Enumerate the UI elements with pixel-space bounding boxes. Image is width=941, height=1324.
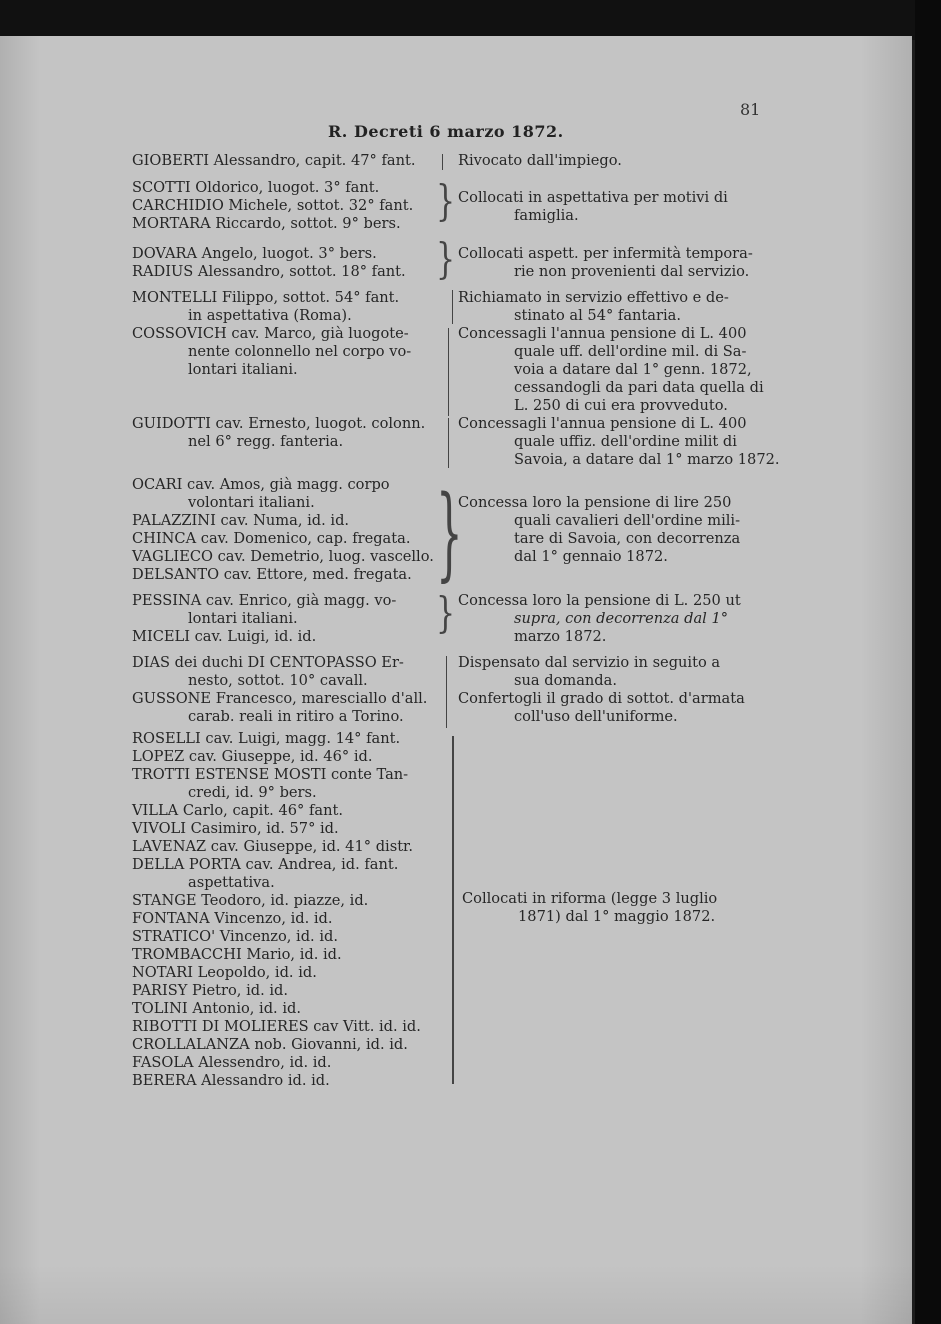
entry-left [132,325,411,379]
entry-left [132,289,399,325]
entry-line: COSSOVICH cav. Marco, già luogote- [132,325,409,342]
entry-line: LOPEZ cav. Giuseppe, id. 46° id. [132,748,373,765]
entry-line: TOLINI Antonio, id. id. [132,1000,301,1017]
entry-line: nel 6° regg. fanteria. [188,433,344,450]
entry-line: Concessa loro la pensione di lire 250 [458,494,732,511]
entry-right [458,654,720,690]
entry-right [458,690,745,726]
separator [442,154,443,170]
scan-border-right [915,0,941,1324]
entry-left [132,476,434,584]
entry-right [458,592,741,646]
entry-line: Richiamato in servizio effettivo e de- [458,289,729,306]
entry-line: Confertogli il grado di sottot. d'armata [458,690,745,707]
entry-line: tare di Savoia, con decorrenza [514,530,741,547]
page-bottom-shade [0,1264,912,1324]
entry-line: lontari italiani. [188,361,298,378]
entry-right [458,325,764,415]
document-page [0,36,912,1324]
entry-line: SCOTTI Oldorico, luogot. 3° fant. [132,179,380,196]
entry-line: rie non provenienti dal servizio. [514,263,750,280]
separator [452,736,454,1084]
entry-line: GIOBERTI Alessandro, capit. 47° fant. [132,152,416,169]
entry-line: OCARI cav. Amos, già magg. corpo [132,476,390,493]
brace-icon: } [436,589,456,638]
entry-line: DOVARA Angelo, luogot. 3° bers. [132,245,377,262]
entry-line: volontari italiani. [188,494,315,511]
separator [448,418,449,468]
entry-line: coll'uso dell'uniforme. [514,708,678,725]
entry-line: PESSINA cav. Enrico, già magg. vo- [132,592,397,609]
entry-right [458,152,622,170]
entry-line: 1871) dal 1° maggio 1872. [518,908,716,925]
entry-line: lontari italiani. [188,610,298,627]
entry-left [132,415,425,451]
separator [448,328,449,416]
brace-icon: } [436,177,456,226]
entry-line: RADIUS Alessandro, sottot. 18° fant. [132,263,406,280]
entry-line: BERERA Alessandro id. id. [132,1072,330,1089]
entry-right [462,890,717,926]
entry-line: dal 1° gennaio 1872. [514,548,668,565]
entry-line: Rivocato dall'impiego. [458,152,622,169]
entry-line: supra, con decorrenza dal 1° [514,610,729,627]
entry-line: MICELI cav. Luigi, id. id. [132,628,317,645]
entry-line: carab. reali in ritiro a Torino. [188,708,404,725]
entry-line: famiglia. [514,207,579,224]
entry-line: STRATICO' Vincenzo, id. id. [132,928,338,945]
entry-line: marzo 1872. [514,628,607,645]
entry-line: quale uffiz. dell'ordine milit di [514,433,737,450]
entry-line: RIBOTTI DI MOLIERES cav Vitt. id. id. [132,1018,421,1035]
entry-line: CARCHIDIO Michele, sottot. 32° fant. [132,197,414,214]
entry-line: in aspettativa (Roma). [188,307,352,324]
entry-line: Concessa loro la pensione di L. 250 ut [458,592,741,609]
entry-line: Dispensato dal servizio in seguito a [458,654,721,671]
entry-line: quale uff. dell'ordine mil. di Sa- [514,343,747,360]
entry-line: STANGE Teodoro, id. piazze, id. [132,892,369,909]
page-header: R. Decreti 6 marzo 1872. [328,122,564,141]
entry-line: DELSANTO cav. Ettore, med. fregata. [132,566,412,583]
entry-line: VIVOLI Casimiro, id. 57° id. [132,820,339,837]
entry-line: nente colonnello nel corpo vo- [188,343,412,360]
page-number: 81 [740,100,761,119]
separator [452,290,453,324]
entry-line: PARISY Pietro, id. id. [132,982,289,999]
brace-icon: } [436,473,463,592]
entry-line: MONTELLI Filippo, sottot. 54° fant. [132,289,400,306]
entry-line: sua domanda. [514,672,617,689]
entry-line: CROLLALANZA nob. Giovanni, id. id. [132,1036,408,1053]
entry-line: voia a datare dal 1° genn. 1872, [514,361,752,378]
entry-line: Savoia, a datare dal 1° marzo 1872. [514,451,780,468]
entry-line: GUIDOTTI cav. Ernesto, luogot. colonn. [132,415,426,432]
entry-line: MORTARA Riccardo, sottot. 9° bers. [132,215,401,232]
entry-right [458,289,729,325]
entry-left [132,730,421,1090]
entry-left [132,690,427,726]
entry-line: NOTARI Leopoldo, id. id. [132,964,317,981]
entry-line: VAGLIECO cav. Demetrio, luog. vascello. [132,548,434,565]
entry-line: CHINCA cav. Domenico, cap. fregata. [132,530,411,547]
entry-line: VILLA Carlo, capit. 46° fant. [132,802,343,819]
entry-line: FASOLA Alessendro, id. id. [132,1054,332,1071]
entry-line: L. 250 di cui era provveduto. [514,397,728,414]
entry-left [132,245,406,281]
entry-right [458,245,753,281]
entry-line: Collocati aspett. per infermità tempora- [458,245,753,262]
entry-line: Concessagli l'annua pensione di L. 400 [458,325,747,342]
entry-line: ROSELLI cav. Luigi, magg. 14° fant. [132,730,401,747]
scan-border-top [0,0,941,40]
entry-line: quali cavalieri dell'ordine mili- [514,512,741,529]
entry-right [458,189,728,225]
entry-line: DIAS dei duchi DI CENTOPASSO Er- [132,654,404,671]
entry-line: GUSSONE Francesco, maresciallo d'all. [132,690,428,707]
entry-left [132,152,415,170]
entry-left [132,654,404,690]
entry-line: Collocati in aspettativa per motivi di [458,189,728,206]
entry-line: TROTTI ESTENSE MOSTI conte Tan- [132,766,409,783]
entry-line: Collocati in riforma (legge 3 luglio [462,890,718,907]
entry-line: PALAZZINI cav. Numa, id. id. [132,512,350,529]
entry-right [458,415,780,469]
entry-line: Concessagli l'annua pensione di L. 400 [458,415,747,432]
entry-line: stinato al 54° fantaria. [514,307,681,324]
entry-line: cessandogli da pari data quella di [514,379,764,396]
entry-line: aspettativa. [188,874,275,891]
entry-line: nesto, sottot. 10° cavall. [188,672,368,689]
brace-icon: } [436,235,456,284]
entry-line: DELLA PORTA cav. Andrea, id. fant. [132,856,399,873]
entry-left [132,592,396,646]
entry-line: TROMBACCHI Mario, id. id. [132,946,342,963]
entry-left [132,179,413,233]
separator [446,656,447,728]
entry-right [458,494,740,566]
entry-line: credi, id. 9° bers. [188,784,317,801]
entry-line: FONTANA Vincenzo, id. id. [132,910,333,927]
entry-line: LAVENAZ cav. Giuseppe, id. 41° distr. [132,838,414,855]
